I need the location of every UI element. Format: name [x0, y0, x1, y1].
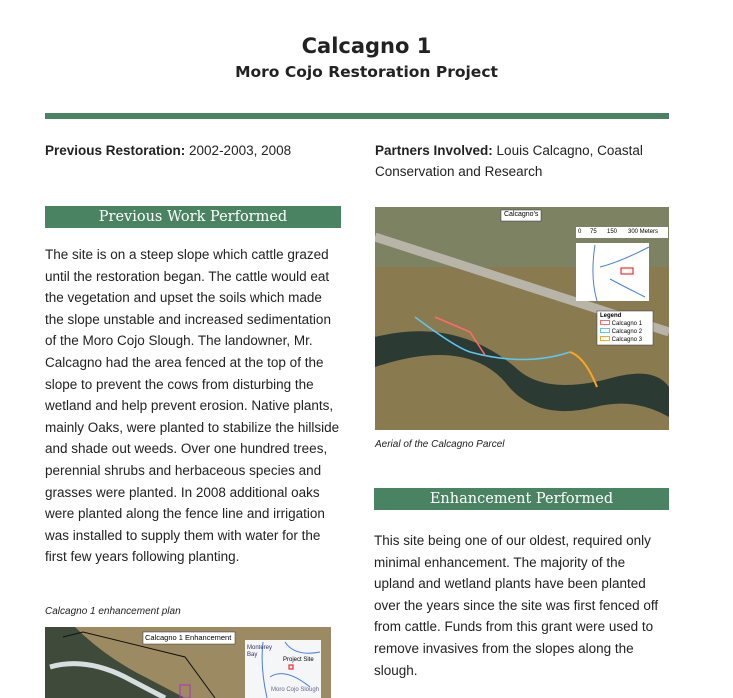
- previous-restoration: [45, 140, 345, 161]
- scale-75: 75: [590, 229, 597, 235]
- inset-label-slough: Moro Cojo Slough: [271, 686, 320, 693]
- previous-work-text: The site is on a steep slope which cattle grazed until the restoration began. The cattle would eat the vegetation and upset the soils which made the slope unstable and increased sedimentation of the Moro Cojo Slough. The landowner, Mr. Calcagno had the area fenced at the top of the slope to prevent the cows from disturbing the wetland and help prevent erosion. Native plants, mainly Oaks, were planted to stabilize the hillside and shade out weeds. Over one hundred trees, perennial shrubs and herbaceous species and grasses were planted. In 2008 additional oaks were planted along the fence line and irrigation was installed to supply them with water for the first few years following planting.: [45, 247, 340, 565]
- section-previous-work: Previous Work Performed: [45, 206, 341, 228]
- partners-label: Partners Involved:: [375, 143, 493, 158]
- enhancement-text: This site being one of our oldest, required only minimal enhancement. The majority of the upland and wetland plants have been planted over the years since the site was first fenced off from cattle. Funds from this grant were used to remove invasives from the slopes along the slough.: [374, 533, 659, 678]
- scale-300: 300 Meters: [628, 229, 659, 235]
- previous-restoration-label: Previous Restoration:: [45, 143, 186, 158]
- plan-caption: Calcagno 1 enhancement plan: [45, 605, 181, 617]
- scale-150: 150: [607, 229, 618, 235]
- plan-map-label: Calcagno 1 Enhancement: [145, 632, 232, 642]
- scale-0: 0: [578, 229, 582, 235]
- legend-item: [600, 328, 642, 336]
- legend-label: Calcagno 3: [611, 337, 643, 343]
- enhancement-plan-map: [45, 627, 331, 698]
- legend-item: [600, 336, 642, 344]
- aerial-map: [375, 207, 669, 430]
- inset-label-site: Project Site: [283, 656, 314, 663]
- aerial-caption: Aerial of the Calcagno Parcel: [375, 439, 505, 450]
- header-divider: [45, 113, 669, 119]
- page-subtitle: Moro Cojo Restoration Project: [235, 63, 498, 81]
- aerial-map-label: Calcagno's: [504, 211, 539, 218]
- legend-title: Legend: [600, 313, 622, 319]
- partners-involved: [375, 140, 665, 182]
- section-enhancement: Enhancement Performed: [374, 488, 669, 510]
- legend-label: Calcagno 2: [611, 329, 643, 335]
- previous-restoration-value: 2002-2003, 2008: [185, 143, 292, 158]
- partners-value: Louis Calcagno, Coastal Conservation and Research: [375, 143, 643, 179]
- legend-item: [600, 320, 642, 328]
- map-legend: [600, 313, 642, 344]
- inset-label-bay: Monterey Bay: [247, 644, 273, 658]
- page-title: Calcagno 1: [301, 34, 432, 58]
- left-column: [45, 244, 343, 698]
- legend-label: Calcagno 1: [611, 321, 643, 327]
